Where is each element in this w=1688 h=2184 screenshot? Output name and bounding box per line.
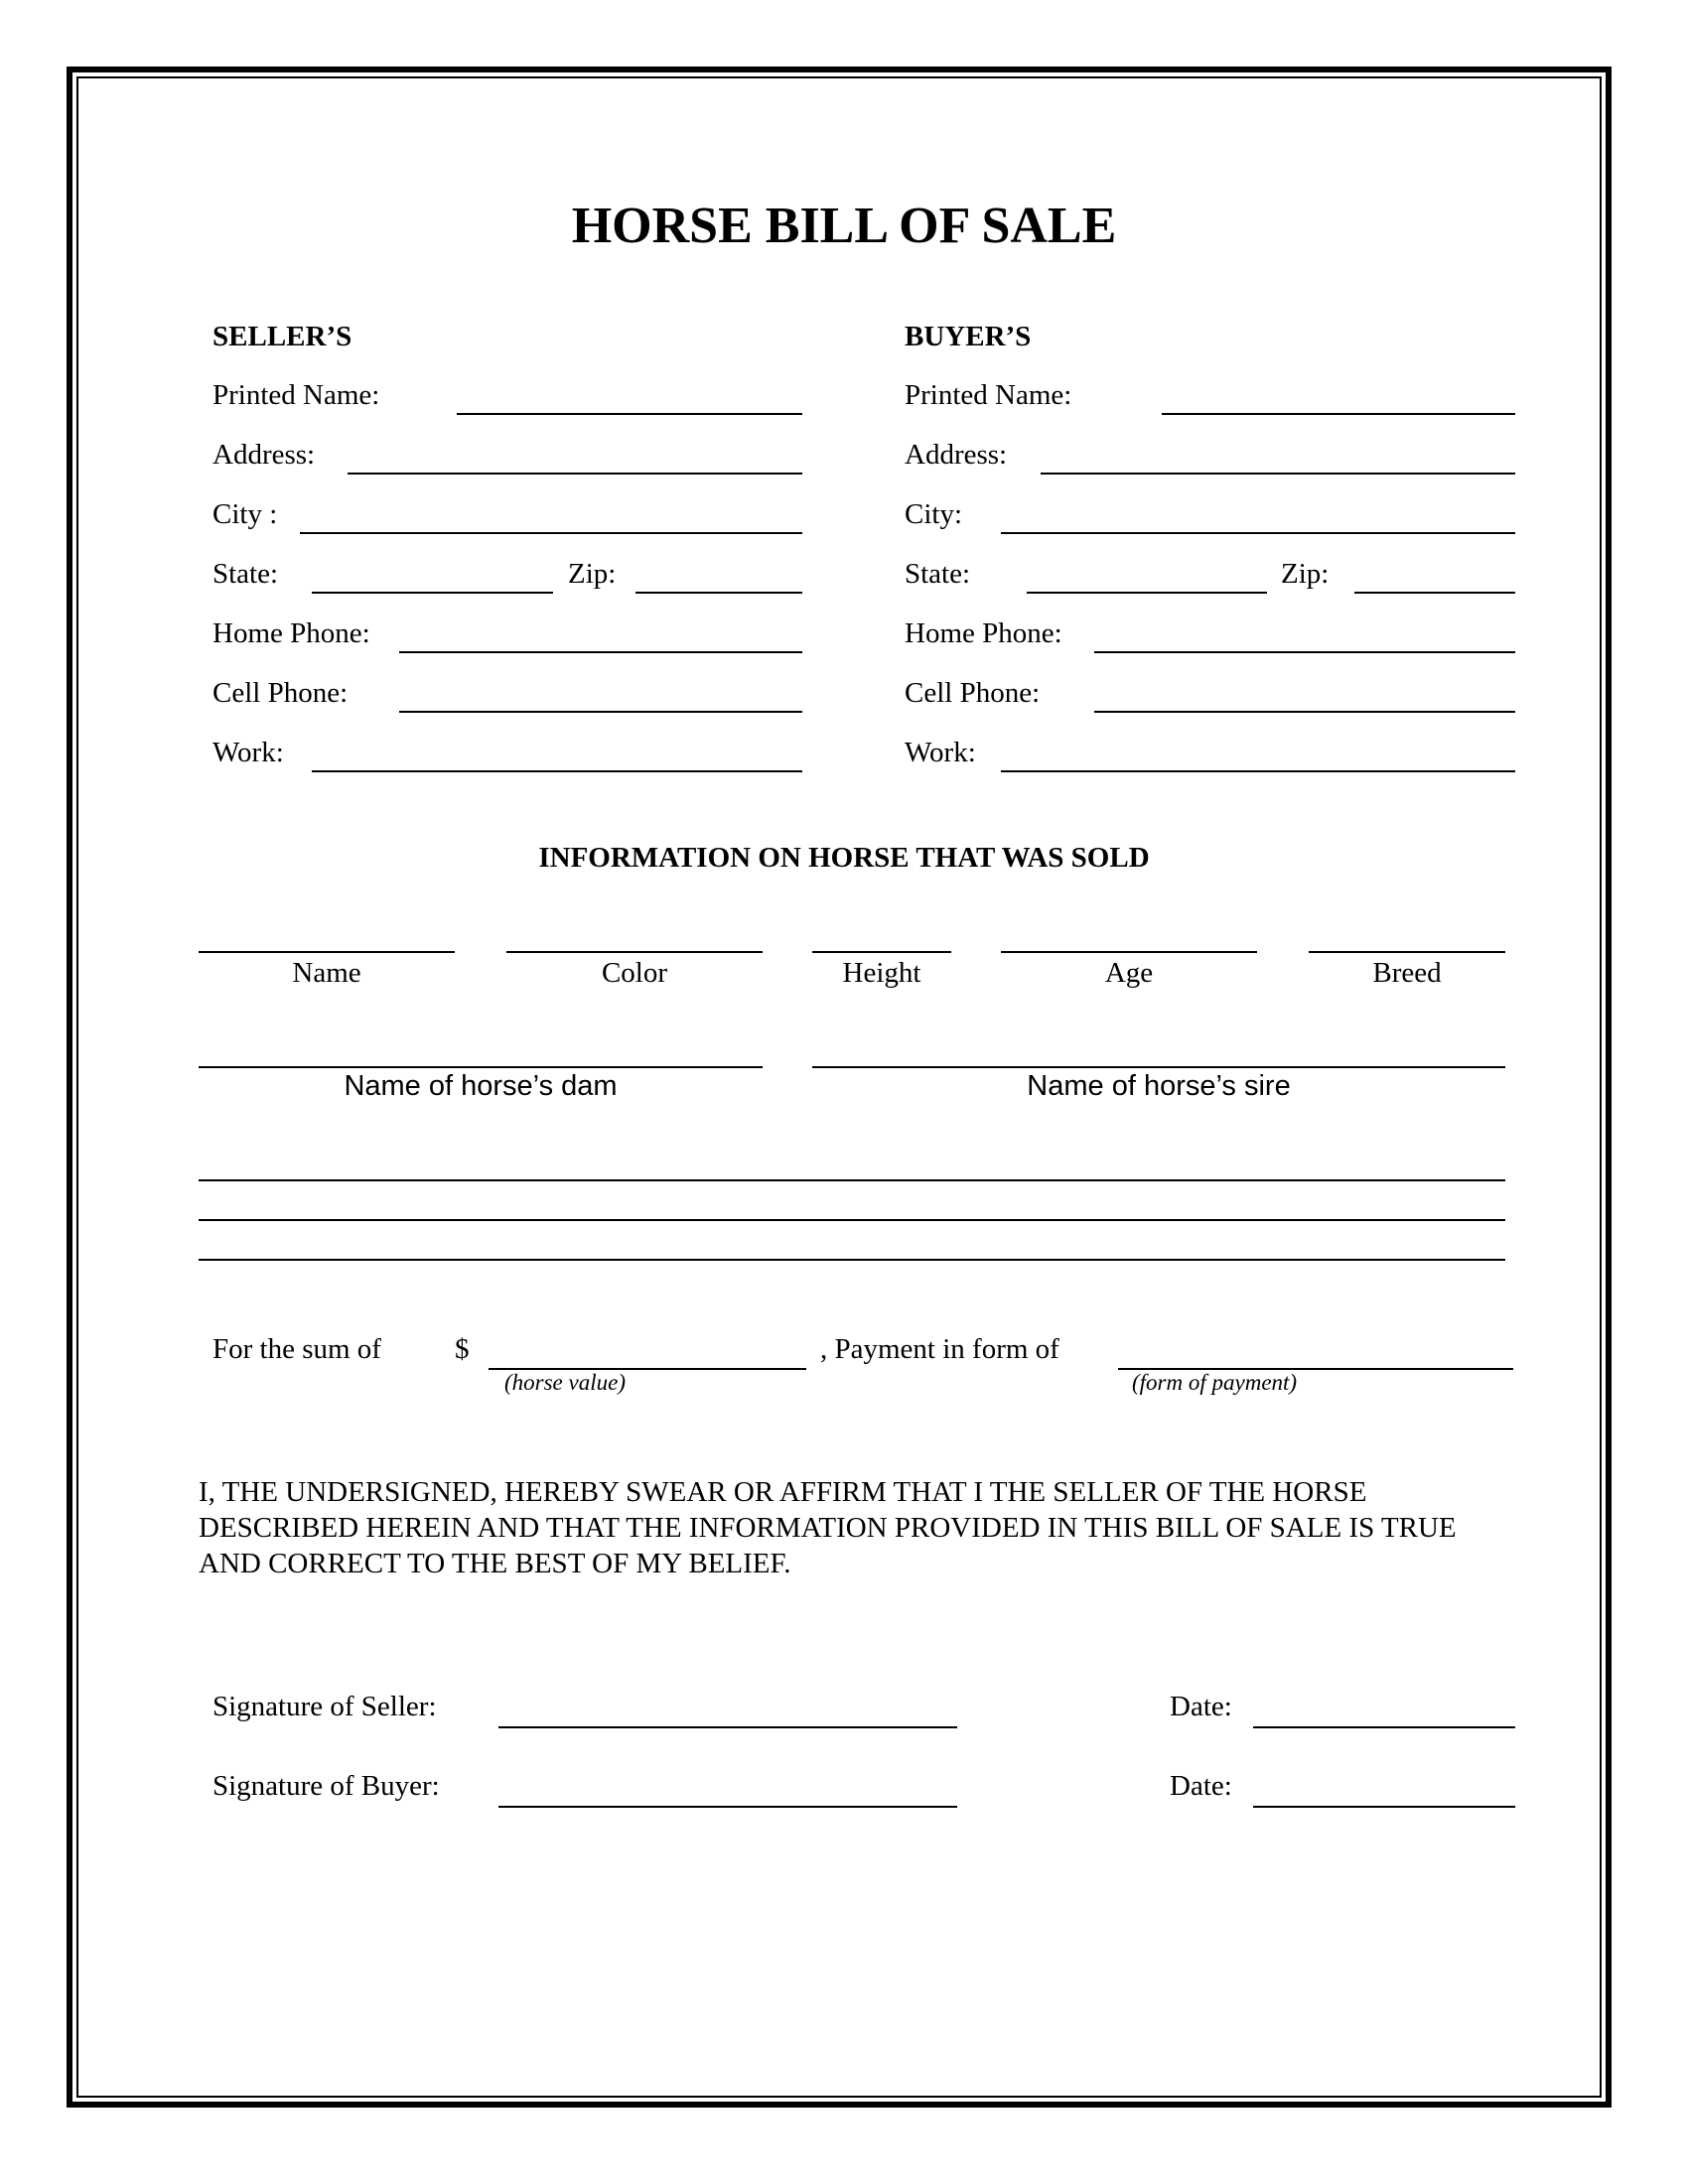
affirmation-text: I, THE UNDERSIGNED, HEREBY SWEAR OR AFFIRM THAT I THE SELLER OF THE HORSE DESCRIBED HEREIN AND THAT THE INFORMATION PROVIDED IN THIS BILL OF SALE IS TRUE AND CORRECT TO THE BEST OF MY BELIEF. xyxy=(199,1476,1457,1579)
currency-symbol: $ xyxy=(455,1333,470,1365)
horse-color-field[interactable] xyxy=(506,951,763,953)
buyer-work-label: Work: xyxy=(905,737,976,768)
buyer-printed-name-label: Printed Name: xyxy=(905,379,1072,411)
buyer-city-field[interactable] xyxy=(1001,532,1515,534)
seller-home-phone-field[interactable] xyxy=(399,651,802,653)
seller-city-field[interactable] xyxy=(300,532,802,534)
buyer-signature-field[interactable] xyxy=(498,1806,957,1808)
seller-city-label: City : xyxy=(212,498,278,530)
buyer-signature-label: Signature of Buyer: xyxy=(212,1770,440,1802)
buyer-date-label: Date: xyxy=(1170,1770,1232,1802)
horse-breed-field[interactable] xyxy=(1309,951,1505,953)
horse-height-field[interactable] xyxy=(812,951,951,953)
buyer-date-field[interactable] xyxy=(1253,1806,1515,1808)
seller-work-label: Work: xyxy=(212,737,284,768)
horse-name-field[interactable] xyxy=(199,951,455,953)
horse-info-heading: INFORMATION ON HORSE THAT WAS SOLD xyxy=(538,842,1150,874)
buyer-work-field[interactable] xyxy=(1001,770,1515,772)
buyer-cell-phone-field[interactable] xyxy=(1094,711,1515,713)
sum-label: For the sum of xyxy=(212,1333,381,1365)
buyer-home-phone-label: Home Phone: xyxy=(905,617,1062,649)
seller-heading: SELLER’S xyxy=(212,321,352,352)
seller-zip-field[interactable] xyxy=(635,592,802,594)
horse-age-caption: Age xyxy=(1104,957,1154,989)
seller-zip-label: Zip: xyxy=(568,558,617,590)
seller-printed-name-label: Printed Name: xyxy=(212,379,380,411)
buyer-printed-name-field[interactable] xyxy=(1162,413,1515,415)
seller-printed-name-field[interactable] xyxy=(457,413,802,415)
buyer-home-phone-field[interactable] xyxy=(1094,651,1515,653)
document-title: HORSE BILL OF SALE xyxy=(571,198,1117,254)
seller-signature-field[interactable] xyxy=(498,1726,957,1728)
seller-work-field[interactable] xyxy=(312,770,802,772)
buyer-state-field[interactable] xyxy=(1027,592,1267,594)
horse-dam-field[interactable] xyxy=(199,1066,763,1068)
buyer-city-label: City: xyxy=(905,498,963,530)
buyer-heading: BUYER’S xyxy=(905,321,1032,352)
notes-line-3[interactable] xyxy=(199,1259,1505,1261)
horse-value-caption: (horse value) xyxy=(504,1370,626,1395)
seller-address-label: Address: xyxy=(212,439,316,471)
buyer-state-label: State: xyxy=(905,558,971,590)
seller-signature-label: Signature of Seller: xyxy=(212,1691,437,1722)
buyer-cell-phone-label: Cell Phone: xyxy=(905,677,1041,709)
horse-age-field[interactable] xyxy=(1001,951,1257,953)
payment-form-label: , Payment in form of xyxy=(820,1333,1059,1365)
seller-state-label: State: xyxy=(212,558,279,590)
buyer-zip-label: Zip: xyxy=(1281,558,1330,590)
buyer-address-label: Address: xyxy=(905,439,1008,471)
horse-dam-caption: Name of horse’s dam xyxy=(344,1070,618,1102)
notes-line-1[interactable] xyxy=(199,1179,1505,1181)
seller-cell-phone-field[interactable] xyxy=(399,711,802,713)
seller-date-label: Date: xyxy=(1170,1691,1232,1722)
seller-address-field[interactable] xyxy=(348,473,802,475)
seller-home-phone-label: Home Phone: xyxy=(212,617,370,649)
seller-cell-phone-label: Cell Phone: xyxy=(212,677,349,709)
horse-sire-field[interactable] xyxy=(812,1066,1505,1068)
horse-color-caption: Color xyxy=(601,957,668,989)
seller-state-field[interactable] xyxy=(312,592,553,594)
horse-height-caption: Height xyxy=(842,957,921,989)
buyer-zip-field[interactable] xyxy=(1354,592,1515,594)
payment-form-caption: (form of payment) xyxy=(1132,1370,1298,1395)
seller-date-field[interactable] xyxy=(1253,1726,1515,1728)
notes-line-2[interactable] xyxy=(199,1219,1505,1221)
horse-sire-caption: Name of horse’s sire xyxy=(1027,1070,1291,1102)
buyer-address-field[interactable] xyxy=(1041,473,1515,475)
horse-name-caption: Name xyxy=(292,957,361,989)
horse-breed-caption: Breed xyxy=(1372,957,1442,989)
